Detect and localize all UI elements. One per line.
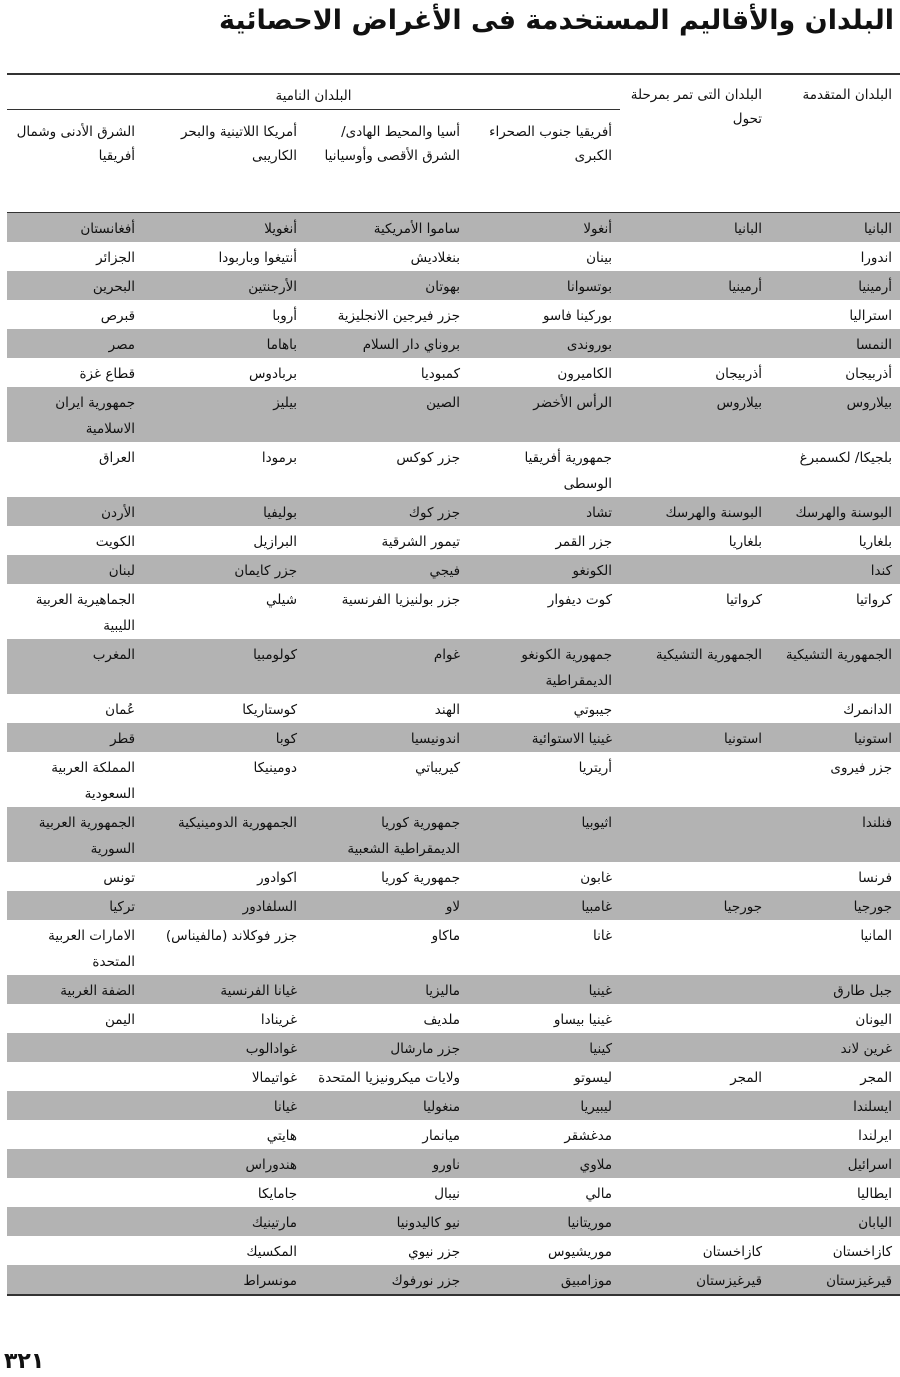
cell-asia-pacific: غوام: [305, 639, 468, 694]
cell-latin-america: غيانا: [143, 1091, 305, 1120]
cell-latin-america: أنتيغوا وباربودا: [218, 250, 298, 266]
table-row: [7, 387, 900, 442]
table-row: [7, 1120, 900, 1149]
cell-developed: ايسلندا: [770, 1091, 900, 1120]
cell-near-east: [7, 1178, 143, 1207]
cell-transition: [620, 329, 770, 358]
cell-asia-pacific: جزر كوكس: [396, 450, 461, 466]
cell-asia-pacific: فيجي: [305, 555, 468, 584]
table-row: [7, 1062, 900, 1091]
table-row: [7, 807, 900, 862]
cell-transition: أرمينيا: [620, 271, 770, 300]
cell-transition: المجر: [730, 1070, 763, 1086]
cell-near-east: مصر: [7, 329, 143, 358]
cell-latin-america: بربادوس: [248, 366, 298, 382]
cell-asia-pacific: بنغلاديش: [410, 250, 461, 266]
cell-latin-america: كوستاريكا: [242, 702, 298, 718]
cell-near-east: الضفة الغربية: [7, 975, 143, 1004]
cell-near-east: [7, 1265, 143, 1295]
cell-near-east: لبنان: [7, 555, 143, 584]
cell-developed: جبل طارق: [770, 975, 900, 1004]
cell-developed: جزر فيروى: [830, 760, 893, 776]
cell-developed: الجمهورية التشيكية: [770, 639, 900, 694]
cell-subsaharan: تشاد: [468, 497, 620, 526]
cell-latin-america: غواتيمالا: [251, 1070, 298, 1086]
cell-developed: غرين لاند: [770, 1033, 900, 1062]
table-row: [7, 300, 900, 329]
table-row: [7, 694, 900, 723]
cell-latin-america: بيليز: [143, 387, 305, 442]
cell-asia-pacific: ماكاو: [431, 928, 461, 944]
cell-transition: [620, 1120, 770, 1149]
table-row: [7, 639, 900, 694]
cell-transition: جورجيا: [620, 891, 770, 920]
cell-latin-america: كوبا: [143, 723, 305, 752]
cell-near-east: جمهورية ايران الاسلامية: [7, 387, 143, 442]
cell-near-east: تونس: [103, 870, 136, 886]
cell-developed: فرنسا: [858, 870, 893, 886]
cell-subsaharan: موريتانيا: [468, 1207, 620, 1236]
page-number: ٣٢١: [4, 1349, 45, 1374]
cell-transition: [620, 1004, 770, 1033]
cell-latin-america: برمودا: [261, 450, 298, 466]
cell-asia-pacific: جزر نورفوك: [305, 1265, 468, 1295]
cell-latin-america: هندوراس: [143, 1149, 305, 1178]
cell-near-east: قطر: [7, 723, 143, 752]
table-row: [7, 271, 900, 300]
cell-latin-america: جامايكا: [257, 1186, 298, 1202]
cell-developed: البانيا: [770, 213, 900, 243]
cell-subsaharan: موزامبيق: [468, 1265, 620, 1295]
cell-transition: [620, 694, 770, 723]
cell-near-east: عُمان: [105, 702, 136, 718]
cell-latin-america: السلفادور: [143, 891, 305, 920]
cell-latin-america: الجمهورية الدومينيكية: [143, 807, 305, 862]
cell-latin-america: غرينادا: [260, 1012, 298, 1028]
cell-asia-pacific: جزر مارشال: [305, 1033, 468, 1062]
cell-near-east: قطاع غزة: [79, 366, 136, 382]
table-row: [7, 1178, 900, 1207]
cell-asia-pacific: تيمور الشرقية: [381, 534, 461, 550]
cell-transition: [620, 242, 770, 271]
cell-near-east: تركيا: [7, 891, 143, 920]
table-row: [7, 920, 900, 975]
cell-latin-america: المكسيك: [246, 1244, 298, 1260]
cell-transition: [620, 555, 770, 584]
cell-subsaharan: غامبيا: [468, 891, 620, 920]
cell-near-east: الجماهيرية العربية الليبية: [35, 592, 136, 634]
cell-transition: [620, 807, 770, 862]
cell-developed: أرمينيا: [770, 271, 900, 300]
cell-transition: [620, 442, 770, 497]
cell-latin-america: جزر كايمان: [143, 555, 305, 584]
cell-near-east: [7, 1091, 143, 1120]
cell-latin-america: باهاما: [143, 329, 305, 358]
cell-near-east: العراق: [98, 450, 136, 466]
header-latin-america: أمريكا اللاتينية والبحر الكاريبى: [180, 124, 298, 164]
table-row: [7, 584, 900, 639]
cell-developed: اندورا: [860, 250, 893, 266]
table-row: [7, 242, 900, 271]
table-row: [7, 723, 900, 752]
header-developing: البلدان النامية: [7, 74, 620, 110]
cell-asia-pacific: ساموا الأمريكية: [305, 213, 468, 243]
cell-developed: قيرغيزستان: [770, 1265, 900, 1295]
table-row: [7, 358, 900, 387]
cell-developed: فنلندا: [770, 807, 900, 862]
cell-near-east: البحرين: [7, 271, 143, 300]
cell-asia-pacific: الصين: [305, 387, 468, 442]
cell-asia-pacific: لاو: [305, 891, 468, 920]
cell-latin-america: اكوادور: [257, 870, 298, 886]
cell-subsaharan: بوتسوانا: [468, 271, 620, 300]
cell-transition: استونيا: [620, 723, 770, 752]
cell-transition: [620, 752, 770, 807]
cell-latin-america: دومينيكا: [253, 760, 298, 776]
header-near-east: الشرق الأدنى وشمال أفريقيا: [16, 124, 136, 164]
cell-near-east: أفغانستان: [7, 213, 143, 243]
table-row: [7, 1265, 900, 1295]
table-row: [7, 329, 900, 358]
cell-subsaharan: مدغشقر: [564, 1128, 613, 1144]
header-asia-pacific: أسيا والمحيط الهادى/ الشرق الأقصى وأوسيانيا: [324, 124, 461, 164]
cell-latin-america: جزر فوكلاند (مالفيناس): [165, 928, 298, 944]
table-row: [7, 752, 900, 807]
cell-developed: اسرائيل: [770, 1149, 900, 1178]
cell-asia-pacific: ملديف: [423, 1012, 461, 1028]
header-developed: البلدان المتقدمة: [802, 87, 893, 103]
page-title: البلدان والأقاليم المستخدمة فى الأغراض الاحصائية: [218, 5, 894, 36]
cell-transition: الجمهورية التشيكية: [620, 639, 770, 694]
cell-near-east: اليمن: [105, 1012, 136, 1028]
cell-asia-pacific: جزر فيرجين الانجليزية: [337, 308, 461, 324]
table-row: [7, 1149, 900, 1178]
table-row: [7, 1091, 900, 1120]
table-row: [7, 213, 900, 243]
cell-subsaharan: جيبوتي: [573, 702, 613, 718]
cell-subsaharan: الرأس الأخضر: [468, 387, 620, 442]
cell-developed: النمسا: [770, 329, 900, 358]
cell-near-east: الامارات العربية المتحدة: [48, 928, 136, 970]
cell-subsaharan: كوت ديفوار: [547, 592, 613, 608]
cell-transition: [620, 1033, 770, 1062]
cell-asia-pacific: كيريباتي: [415, 760, 461, 776]
table-row: [7, 1004, 900, 1033]
cell-subsaharan: الكاميرون: [557, 366, 613, 382]
cell-latin-america: شيلي: [265, 592, 298, 608]
cell-developed: المانيا: [860, 928, 893, 944]
cell-transition: كرواتيا: [725, 592, 763, 608]
cell-near-east: قبرص: [100, 308, 136, 324]
cell-near-east: [7, 1062, 143, 1091]
cell-near-east: [7, 1120, 143, 1149]
cell-developed: اليابان: [770, 1207, 900, 1236]
cell-developed: ايرلندا: [858, 1128, 893, 1144]
header-transition: البلدان التى تمر بمرحلة تحول: [630, 87, 763, 127]
table-row: [7, 555, 900, 584]
cell-latin-america: غيانا الفرنسية: [143, 975, 305, 1004]
cell-latin-america: هايتي: [266, 1128, 298, 1144]
table-row: [7, 1033, 900, 1062]
cell-subsaharan: بينان: [586, 250, 613, 266]
cell-developed: استونيا: [770, 723, 900, 752]
cell-transition: [620, 1178, 770, 1207]
cell-asia-pacific: الهند: [434, 702, 461, 718]
cell-developed: أذربيجان: [845, 366, 893, 382]
table-row: [7, 442, 900, 497]
cell-subsaharan: غانا: [593, 928, 613, 944]
cell-transition: قيرغيزستان: [620, 1265, 770, 1295]
cell-near-east: [7, 1033, 143, 1062]
cell-transition: [620, 862, 770, 891]
cell-asia-pacific: اندونيسيا: [305, 723, 468, 752]
cell-transition: البانيا: [620, 213, 770, 243]
cell-developed: المجر: [860, 1070, 893, 1086]
cell-developed: كرواتيا: [855, 592, 893, 608]
cell-near-east: الجزائر: [96, 250, 136, 266]
cell-near-east: الجمهورية العربية السورية: [7, 807, 143, 862]
table-body: [7, 213, 900, 1296]
cell-developed: جورجيا: [770, 891, 900, 920]
cell-transition: [620, 1091, 770, 1120]
table-row: [7, 526, 900, 555]
cell-developed: بيلاروس: [770, 387, 900, 442]
cell-asia-pacific: ميانمار: [422, 1128, 461, 1144]
table-row: [7, 891, 900, 920]
cell-latin-america: أنغويلا: [143, 213, 305, 243]
cell-subsaharan: موريشيوس: [547, 1244, 613, 1260]
cell-asia-pacific: بروناي دار السلام: [305, 329, 468, 358]
cell-subsaharan: أنغولا: [468, 213, 620, 243]
table-row: [7, 975, 900, 1004]
cell-transition: كازاخستان: [702, 1244, 763, 1260]
table-row: [7, 1207, 900, 1236]
cell-transition: [620, 1207, 770, 1236]
table-row: [7, 862, 900, 891]
cell-asia-pacific: ولايات ميكرونيزيا المتحدة: [318, 1070, 461, 1086]
cell-developed: بلغاريا: [858, 534, 893, 550]
cell-subsaharan: بوروندى: [468, 329, 620, 358]
cell-latin-america: أروبا: [272, 308, 298, 324]
cell-asia-pacific: جزر نيوي: [408, 1244, 461, 1260]
cell-subsaharan: اثيوبيا: [468, 807, 620, 862]
cell-latin-america: الأرجنتين: [143, 271, 305, 300]
cell-near-east: [7, 1236, 143, 1265]
cell-transition: بلغاريا: [728, 534, 763, 550]
cell-subsaharan: غابون: [580, 870, 613, 886]
cell-near-east: المغرب: [7, 639, 143, 694]
header-subsaharan: أفريقيا جنوب الصحراء الكبرى: [489, 124, 613, 164]
cell-asia-pacific: نيبال: [434, 1186, 461, 1202]
cell-subsaharan: ملاوي: [468, 1149, 620, 1178]
cell-asia-pacific: جمهورية كوريا الديمقراطية الشعبية: [305, 807, 468, 862]
cell-latin-america: غوادالوب: [143, 1033, 305, 1062]
cell-asia-pacific: جمهورية كوريا: [381, 870, 461, 886]
cell-subsaharan: أريتريا: [578, 760, 613, 776]
cell-latin-america: مونسراط: [143, 1265, 305, 1295]
countries-table: [7, 73, 900, 1296]
cell-developed: استراليا: [849, 308, 893, 324]
cell-near-east: الكويت: [95, 534, 136, 550]
cell-near-east: [7, 1207, 143, 1236]
table-row: [7, 1236, 900, 1265]
cell-transition: [620, 300, 770, 329]
cell-asia-pacific: ناورو: [305, 1149, 468, 1178]
cell-transition: بيلاروس: [620, 387, 770, 442]
cell-subsaharan: مالي: [585, 1186, 613, 1202]
cell-near-east: المملكة العربية السعودية: [51, 760, 136, 802]
cell-asia-pacific: بهوتان: [305, 271, 468, 300]
cell-asia-pacific: جزر بولنيزيا الفرنسية: [341, 592, 461, 608]
cell-developed: اليونان: [855, 1012, 893, 1028]
cell-latin-america: مارتينيك: [143, 1207, 305, 1236]
cell-asia-pacific: منغوليا: [305, 1091, 468, 1120]
cell-developed: كازاخستان: [832, 1244, 893, 1260]
cell-subsaharan: جمهورية الكونغو الديمقراطية: [468, 639, 620, 694]
cell-latin-america: بوليفيا: [143, 497, 305, 526]
cell-asia-pacific: كمبوديا: [420, 366, 461, 382]
cell-asia-pacific: ماليزيا: [305, 975, 468, 1004]
cell-asia-pacific: جزر كوك: [305, 497, 468, 526]
cell-subsaharan: غينيا الاستوائية: [468, 723, 620, 752]
cell-transition: [620, 920, 770, 975]
cell-developed: كندا: [770, 555, 900, 584]
cell-transition: البوسنة والهرسك: [620, 497, 770, 526]
cell-subsaharan: بوركينا فاسو: [542, 308, 613, 324]
cell-transition: [620, 1149, 770, 1178]
cell-developed: البوسنة والهرسك: [770, 497, 900, 526]
cell-developed: الدانمرك: [843, 702, 893, 718]
cell-transition: [620, 975, 770, 1004]
cell-subsaharan: غينيا: [468, 975, 620, 1004]
cell-subsaharan: غينيا بيساو: [553, 1012, 613, 1028]
cell-subsaharan: ليبيريا: [468, 1091, 620, 1120]
cell-subsaharan: ليسوتو: [574, 1070, 613, 1086]
cell-subsaharan: جمهورية أفريقيا الوسطى: [524, 450, 613, 492]
cell-latin-america: كولومبيا: [143, 639, 305, 694]
cell-near-east: [7, 1149, 143, 1178]
cell-subsaharan: جزر القمر: [555, 534, 613, 550]
cell-subsaharan: الكونغو: [468, 555, 620, 584]
cell-latin-america: البرازيل: [253, 534, 298, 550]
table-row: [7, 497, 900, 526]
cell-developed: بلجيكا/ لكسمبرغ: [799, 450, 893, 466]
cell-developed: ايطاليا: [857, 1186, 893, 1202]
cell-asia-pacific: نيو كاليدونيا: [305, 1207, 468, 1236]
cell-subsaharan: كينيا: [468, 1033, 620, 1062]
table-header: [7, 74, 900, 213]
cell-transition: أذربيجان: [715, 366, 763, 382]
cell-near-east: الأردن: [7, 497, 143, 526]
